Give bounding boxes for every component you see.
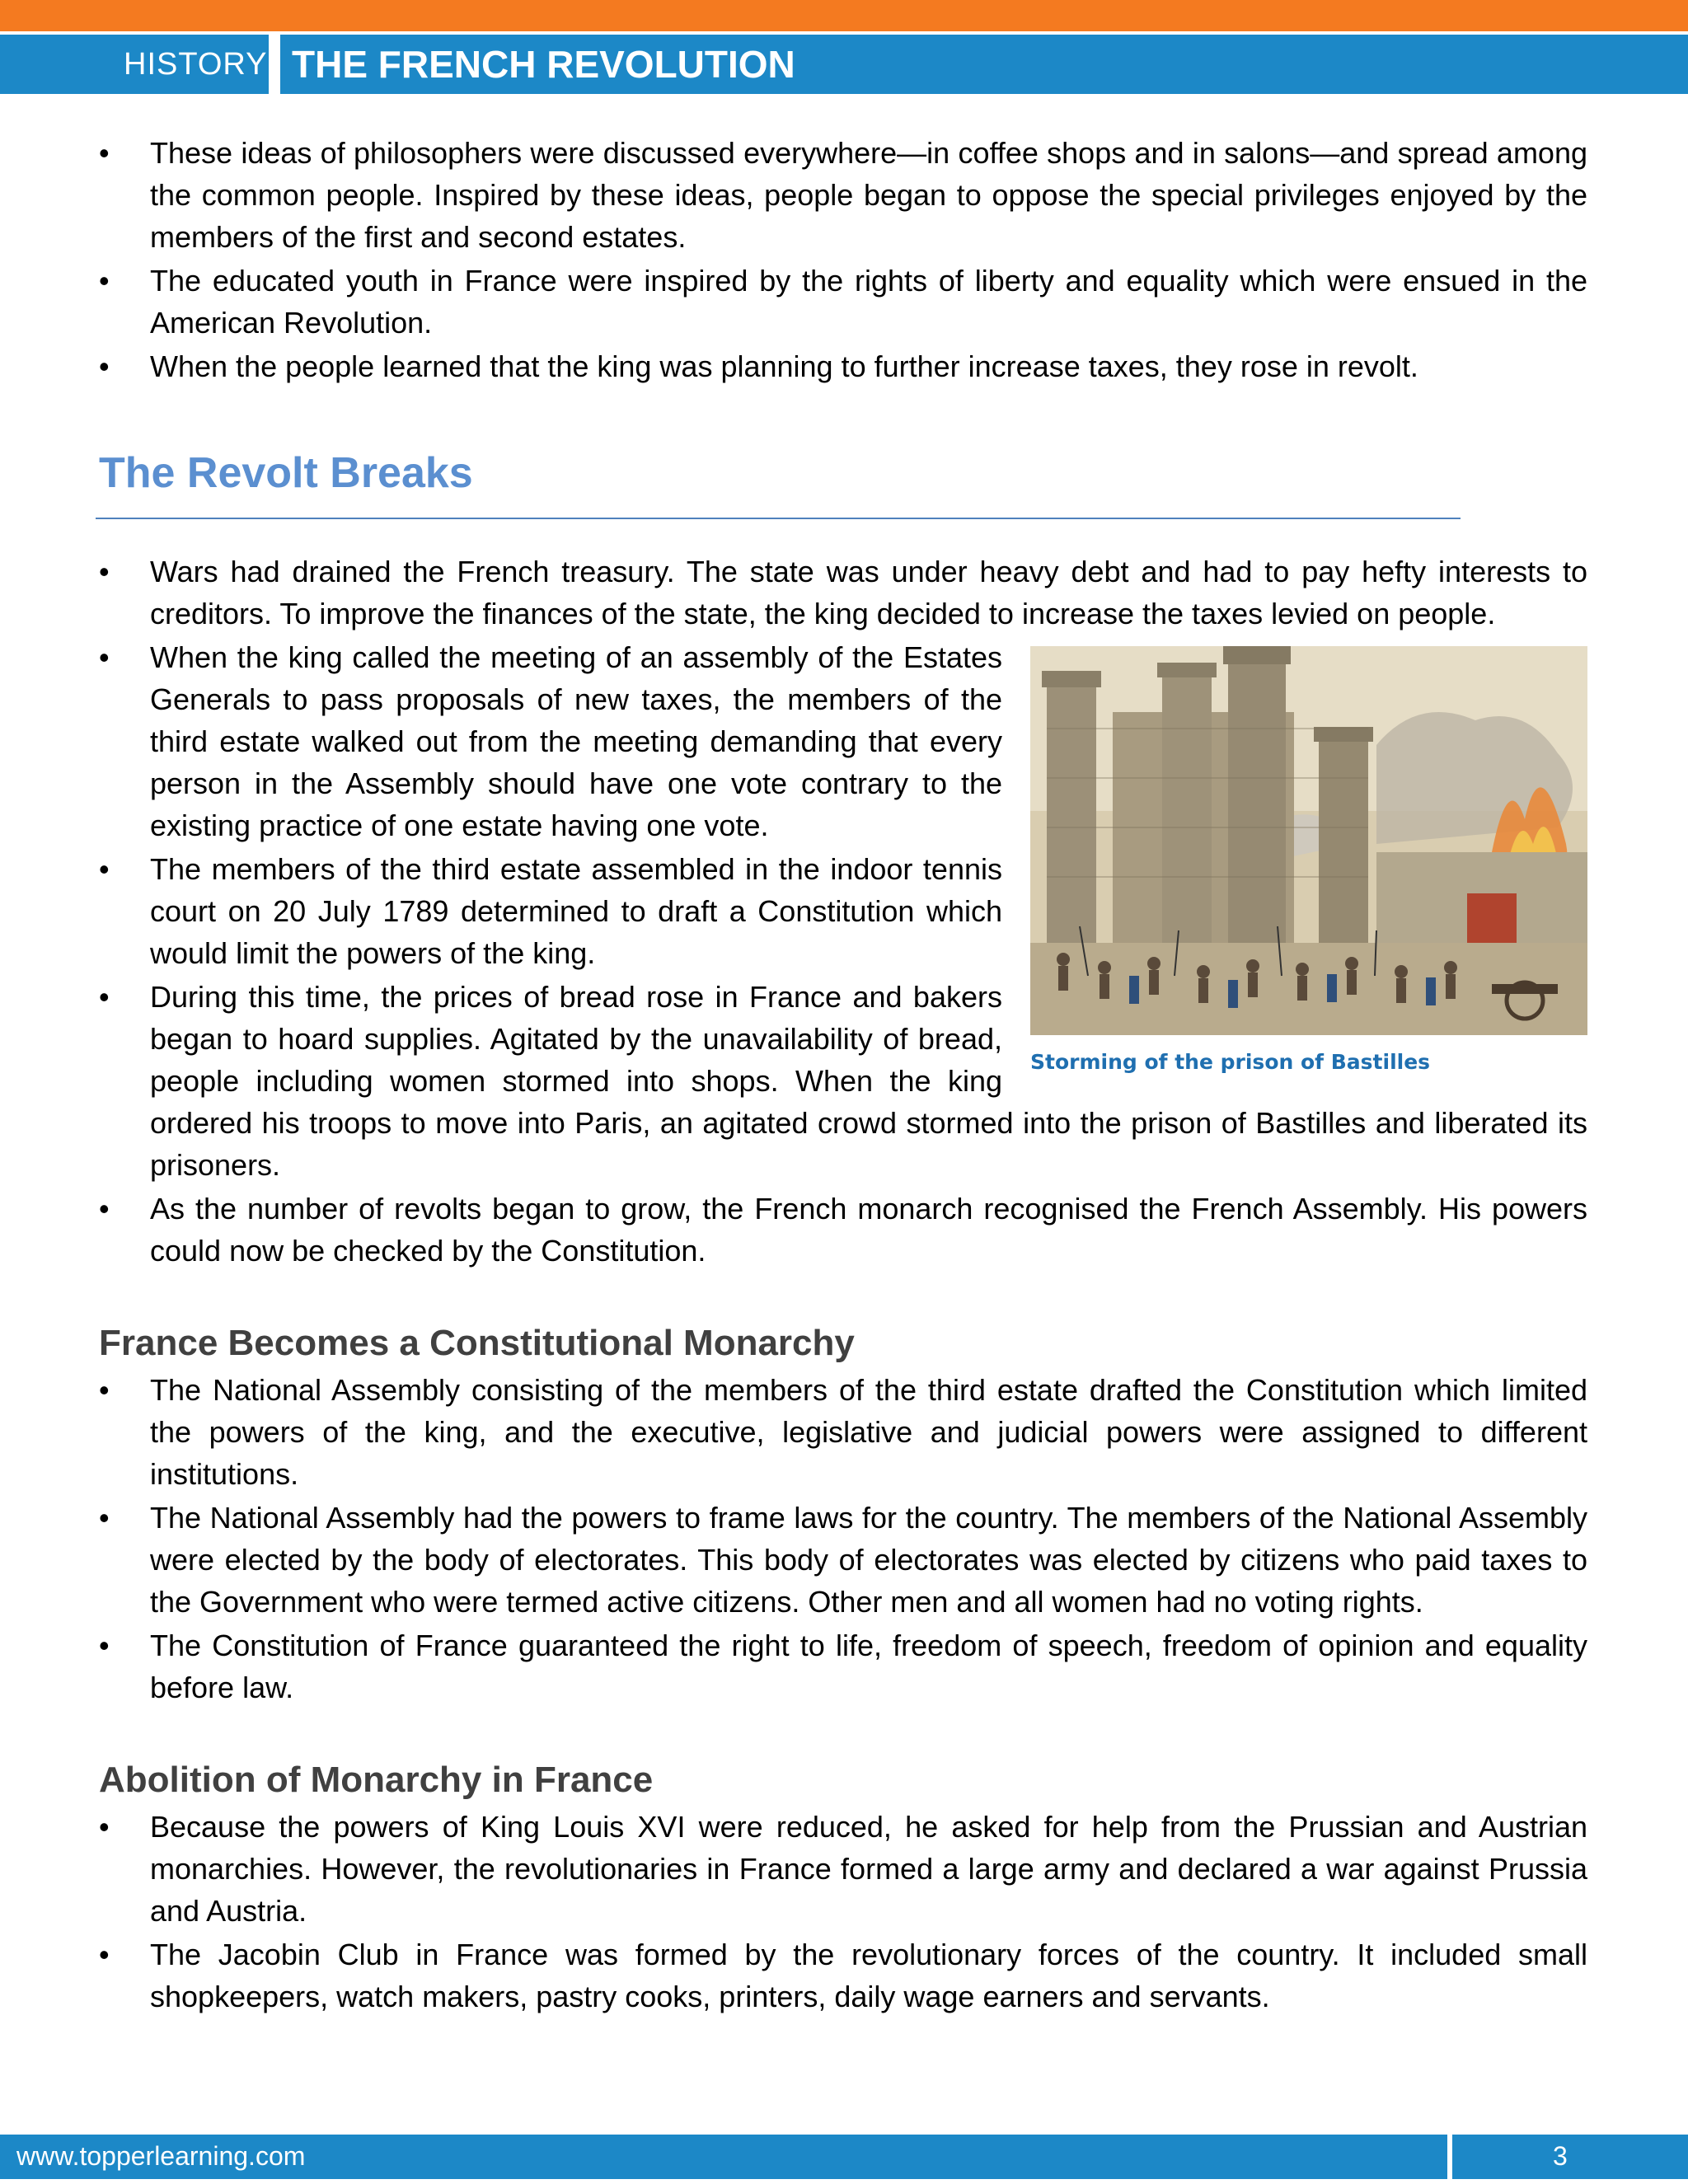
footer-website-link[interactable]: www.topperlearning.com (16, 2141, 306, 2171)
section-heading-constitutional-monarchy: France Becomes a Constitutional Monarchy (99, 1323, 855, 1363)
list-item: • The Jacobin Club in France was formed by the revolutionary forces of the country. It included small shopkeepers, watch makers, pastry cooks, printers, daily wage earners and servants. (99, 1933, 1587, 2018)
subject-label: HISTORY (124, 47, 268, 82)
abolition-bullet-list (99, 1806, 1587, 2018)
footer-separator (1447, 2135, 1452, 2179)
heading-underline (96, 518, 1461, 519)
top-accent-stripe (0, 0, 1688, 31)
list-item: • Because the powers of King Louis XVI were reduced, he asked for help from the Prussian and Austrian monarchies. However, the revolutionaries in France formed a large army and declared a war against Prussia and Austria. (99, 1806, 1587, 1932)
list-item: • These ideas of philosophers were discussed everywhere—in coffee shops and in salons—and spread among the common people. Inspired by these ideas, people began to oppose the special privileges enjoyed by the members of the first and second estates. (99, 132, 1587, 258)
chapter-title: THE FRENCH REVOLUTION (292, 43, 795, 86)
list-item: • The members of the third estate assembled in the indoor tennis court on 20 July 1789 determined to draft a Constitution which would limit the powers of the king. (99, 848, 1587, 974)
list-item: • The Constitution of France guaranteed the right to life, freedom of speech, freedom of opinion and equality before law. (99, 1624, 1587, 1708)
section-heading-revolt: The Revolt Breaks (99, 449, 473, 497)
list-item: • The educated youth in France were inspired by the rights of liberty and equality which were ensued in the American Revolution. (99, 260, 1587, 344)
list-item-text: When the king called the meeting of an assembly of the Estates Generals to pass proposals of new taxes, the members of the third estate walked out from the meeting demanding that every person in the Assembly should have one vote contrary to the existing practice of one estate having one vote. (150, 640, 1002, 842)
header-separator (269, 35, 280, 94)
constitutional-bullet-list (99, 1369, 1587, 1708)
figure-caption: • Storming of the prison of Bastilles (1030, 1050, 1431, 1074)
list-item: • Wars had drained the French treasury. The state was under heavy debt and had to pay hefty interests to creditors. To improve the finances of the state, the king decided to increase the taxes levied on people. (99, 551, 1587, 635)
page-content (99, 132, 1587, 2019)
list-item: • The National Assembly consisting of the members of the third estate drafted the Constitution which limited the powers of the king, and the executive, legislative and judicial powers were assigned to different institutions. (99, 1369, 1587, 1495)
list-item: • The National Assembly had the powers to frame laws for the country. The members of the National Assembly were elected by the body of electorates. This body of electorates was elected by citizens who paid taxes to the Government who were termed active citizens. Other men and all women had no voting rights. (99, 1497, 1587, 1623)
revolt-bullet-list (99, 551, 1587, 1272)
section-heading-abolition: Abolition of Monarchy in France (99, 1760, 654, 1800)
list-item: • When the people learned that the king was planning to further increase taxes, they rose in revolt. (99, 345, 1587, 387)
page-number: 3 (1553, 2141, 1568, 2171)
list-item: • During this time, the prices of bread rose in France and bakers began to hoard supplies. Agitated by the unavailability of bread, people including women stormed into shops. When the king ordered his troops to move into Paris, an agitated crowd stormed into the prison of Bastilles and liberated its prisoners. (99, 976, 1587, 1186)
intro-bullet-list (99, 132, 1587, 387)
list-item: • As the number of revolts began to grow, the French monarch recognised the French Assembly. His powers could now be checked by the Constitution. (99, 1188, 1587, 1272)
